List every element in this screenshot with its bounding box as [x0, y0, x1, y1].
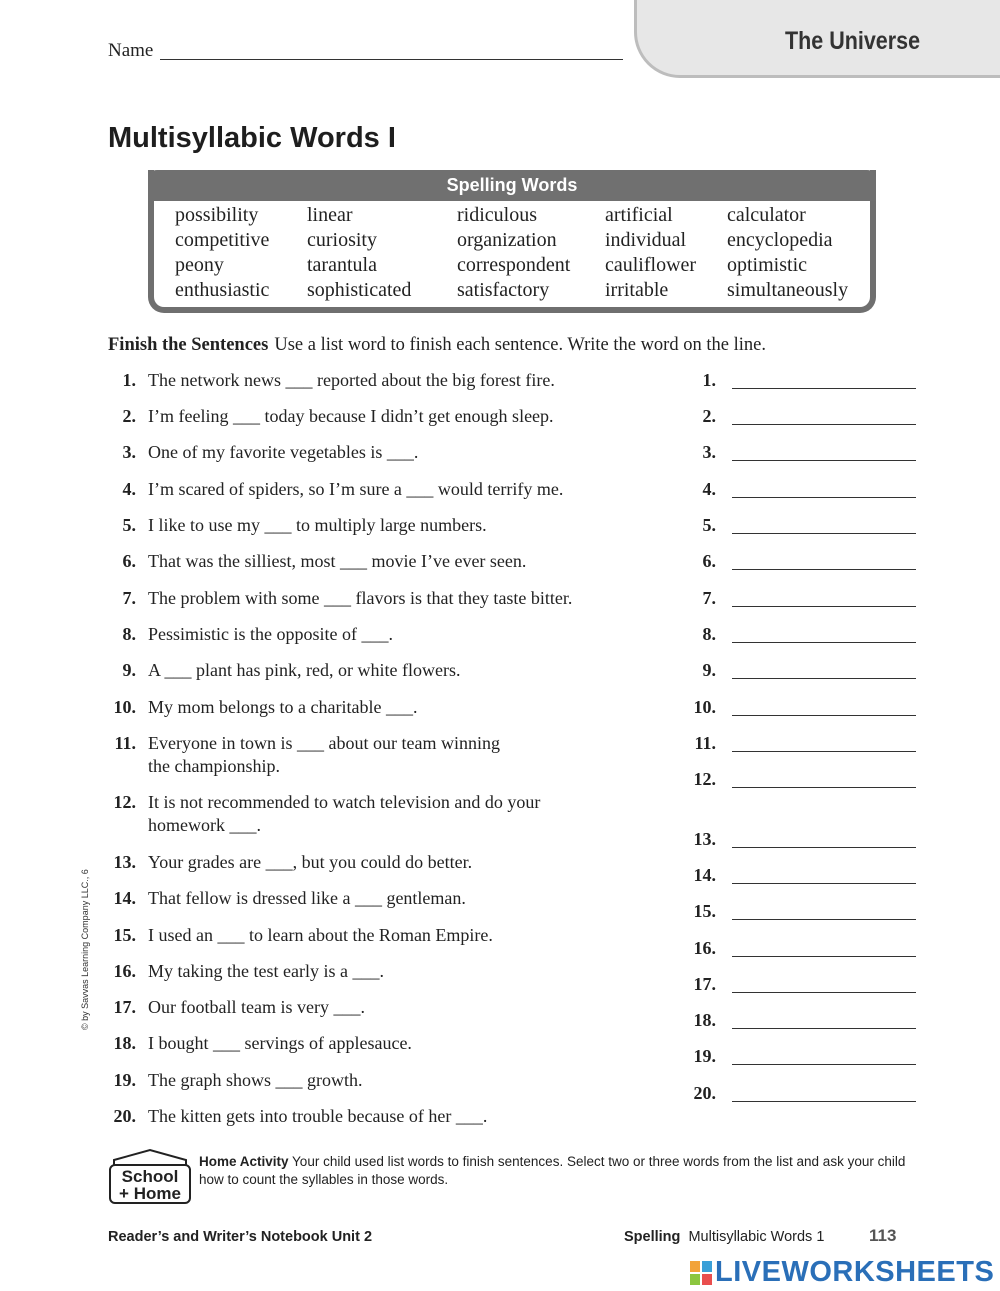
- sentence-number: 19.: [113, 1070, 136, 1090]
- sentence-number: 17.: [113, 997, 136, 1017]
- answer-number: 1.: [702, 370, 716, 390]
- sentence-number: 16.: [113, 961, 136, 981]
- answer-number: 6.: [702, 551, 716, 571]
- sentence-number: 20.: [113, 1106, 136, 1126]
- answer-number: 3.: [702, 442, 716, 462]
- sentence-text: I’m scared of spiders, so I’m sure a ___ would terrify me.: [148, 479, 564, 499]
- answer-number: 12.: [693, 769, 716, 789]
- sentence-number: 1.: [122, 370, 136, 390]
- sentence-text: I used an ___ to learn about the Roman Empire.: [148, 925, 493, 945]
- answer-line[interactable]: [732, 424, 916, 425]
- instructions: [108, 335, 766, 356]
- answer-line[interactable]: [732, 1064, 916, 1065]
- sentence-text: One of my favorite vegetables is ___.: [148, 442, 419, 462]
- copyright-note: © by Savvas Learning Company LLC., 6: [80, 869, 90, 1030]
- sentence-text: The problem with some ___ flavors is that they taste bitter.: [148, 588, 573, 608]
- answer-line[interactable]: [732, 883, 916, 884]
- sentence-text: Pessimistic is the opposite of ___.: [148, 624, 393, 644]
- answer-line[interactable]: [732, 847, 916, 848]
- spelling-word: optimistic: [727, 254, 807, 276]
- answer-line[interactable]: [732, 992, 916, 993]
- home-activity-text: Your child used list words to finish sentences. Select two or three words from the list and ask your child how to count the syllables in those words.: [199, 1154, 906, 1187]
- school-home-logo: [108, 1148, 192, 1206]
- sentence-text: My taking the test early is a ___.: [148, 961, 384, 981]
- spelling-word: peony: [175, 254, 224, 276]
- sentence-text: I like to use my ___ to multiply large numbers.: [148, 515, 487, 535]
- spelling-word: competitive: [175, 229, 270, 251]
- spelling-word: calculator: [727, 204, 806, 226]
- spelling-word: satisfactory: [457, 279, 550, 301]
- answer-number: 7.: [702, 588, 716, 608]
- answer-number: 5.: [702, 515, 716, 535]
- watermark-text: LIVEWORKSHEETS: [715, 1256, 995, 1288]
- spelling-word: correspondent: [457, 254, 571, 276]
- answer-line[interactable]: [732, 678, 916, 679]
- sentence-text: The graph shows ___ growth.: [148, 1070, 363, 1090]
- answer-number: 8.: [702, 624, 716, 644]
- sentence-number: 2.: [122, 406, 136, 426]
- answer-number: 4.: [702, 479, 716, 499]
- answer-number: 15.: [693, 901, 716, 921]
- footer-subject: Spelling: [624, 1229, 681, 1245]
- sentence-number: 5.: [122, 515, 136, 535]
- sentence-text: The kitten gets into trouble because of her ___.: [148, 1106, 488, 1126]
- name-input-line[interactable]: [160, 59, 623, 60]
- sentence-number: 15.: [113, 925, 136, 945]
- sentence-text: That was the silliest, most ___ movie I’ve ever seen.: [148, 551, 527, 571]
- answer-line[interactable]: [732, 388, 916, 389]
- sentence-text: I bought ___ servings of applesauce.: [148, 1033, 412, 1053]
- answer-number: 13.: [693, 829, 716, 849]
- sentence-text: My mom belongs to a charitable ___.: [148, 697, 418, 717]
- spelling-word: possibility: [175, 204, 259, 226]
- name-label: Name: [108, 40, 154, 61]
- answer-line[interactable]: [732, 569, 916, 570]
- answer-number: 16.: [693, 938, 716, 958]
- footer-lesson-title: Multisyllabic Words 1: [688, 1229, 825, 1245]
- spelling-word: cauliflower: [605, 254, 697, 276]
- spelling-word: enthusiastic: [175, 279, 270, 301]
- answer-number: 10.: [693, 697, 716, 717]
- sentence-text-continued: the championship.: [148, 756, 280, 776]
- answer-number: 17.: [693, 974, 716, 994]
- spelling-word: simultaneously: [727, 279, 849, 301]
- spelling-word: artificial: [605, 204, 673, 226]
- liveworksheets-logo-icon: [690, 1261, 712, 1285]
- spelling-word: organization: [457, 229, 557, 251]
- home-activity-label: Home Activity: [199, 1154, 289, 1169]
- footer-book-title: Reader’s and Writer’s Notebook Unit 2: [108, 1229, 373, 1245]
- sentence-number: 6.: [122, 551, 136, 571]
- spelling-word: individual: [605, 229, 687, 251]
- spelling-word: sophisticated: [307, 279, 412, 301]
- sentence-text: I’m feeling ___ today because I didn’t get enough sleep.: [148, 406, 554, 426]
- logo-line1: School: [121, 1167, 179, 1186]
- answer-line[interactable]: [732, 642, 916, 643]
- footer-lesson: [624, 1229, 824, 1245]
- spelling-word: irritable: [605, 279, 669, 301]
- sentence-number: 12.: [113, 792, 136, 812]
- sentence-text-continued: homework ___.: [148, 815, 261, 835]
- answer-line[interactable]: [732, 533, 916, 534]
- sentence-number: 9.: [122, 660, 136, 680]
- answer-number: 14.: [693, 865, 716, 885]
- answer-number: 2.: [702, 406, 716, 426]
- sentence-text: Our football team is very ___.: [148, 997, 365, 1017]
- instructions-text: Use a list word to finish each sentence. Write the word on the line.: [274, 335, 766, 355]
- instructions-title: Finish the Sentences: [108, 335, 269, 355]
- sentence-number: 4.: [122, 479, 136, 499]
- spelling-word: tarantula: [307, 254, 377, 276]
- unit-title: The Universe: [785, 27, 921, 55]
- sentence-number: 7.: [122, 588, 136, 608]
- sentence-text: A ___ plant has pink, red, or white flowers.: [148, 660, 461, 680]
- sentence-number: 8.: [122, 624, 136, 644]
- home-activity: [199, 1153, 914, 1189]
- page-number: 113: [869, 1226, 897, 1245]
- answer-line[interactable]: [732, 956, 916, 957]
- answer-line[interactable]: [732, 715, 916, 716]
- sentence-text: The network news ___ reported about the big forest fire.: [148, 370, 555, 390]
- sentence-number: 13.: [113, 852, 136, 872]
- spelling-word: encyclopedia: [727, 229, 833, 251]
- sentence-text: Your grades are ___, but you could do better.: [148, 852, 473, 872]
- spelling-word: ridiculous: [457, 204, 537, 226]
- logo-line2: + Home: [119, 1184, 181, 1203]
- page-title: Multisyllabic Words I: [108, 122, 396, 154]
- answer-number: 20.: [693, 1083, 716, 1103]
- answer-line[interactable]: [732, 497, 916, 498]
- answer-line[interactable]: [732, 1101, 916, 1102]
- spelling-word: linear: [307, 204, 353, 226]
- answer-line[interactable]: [732, 919, 916, 920]
- sentence-number: 3.: [122, 442, 136, 462]
- sentence-text: That fellow is dressed like a ___ gentleman.: [148, 888, 466, 908]
- answer-line[interactable]: [732, 460, 916, 461]
- answer-line[interactable]: [732, 606, 916, 607]
- sentence-number: 10.: [113, 697, 136, 717]
- liveworksheets-watermark[interactable]: [690, 1256, 994, 1289]
- answer-line[interactable]: [732, 1028, 916, 1029]
- spelling-words-heading: Spelling Words: [148, 170, 876, 201]
- spelling-word: curiosity: [307, 229, 377, 251]
- sentence-text: It is not recommended to watch television and do your: [148, 792, 541, 812]
- answer-number: 11.: [694, 733, 716, 753]
- answer-number: 18.: [693, 1010, 716, 1030]
- answer-number: 19.: [693, 1046, 716, 1066]
- sentence-number: 18.: [113, 1033, 136, 1053]
- sentence-number: 14.: [113, 888, 136, 908]
- sentence-text: Everyone in town is ___ about our team winning: [148, 733, 500, 753]
- answer-line[interactable]: [732, 751, 916, 752]
- answer-number: 9.: [702, 660, 716, 680]
- answer-line[interactable]: [732, 787, 916, 788]
- sentence-number: 11.: [114, 733, 136, 753]
